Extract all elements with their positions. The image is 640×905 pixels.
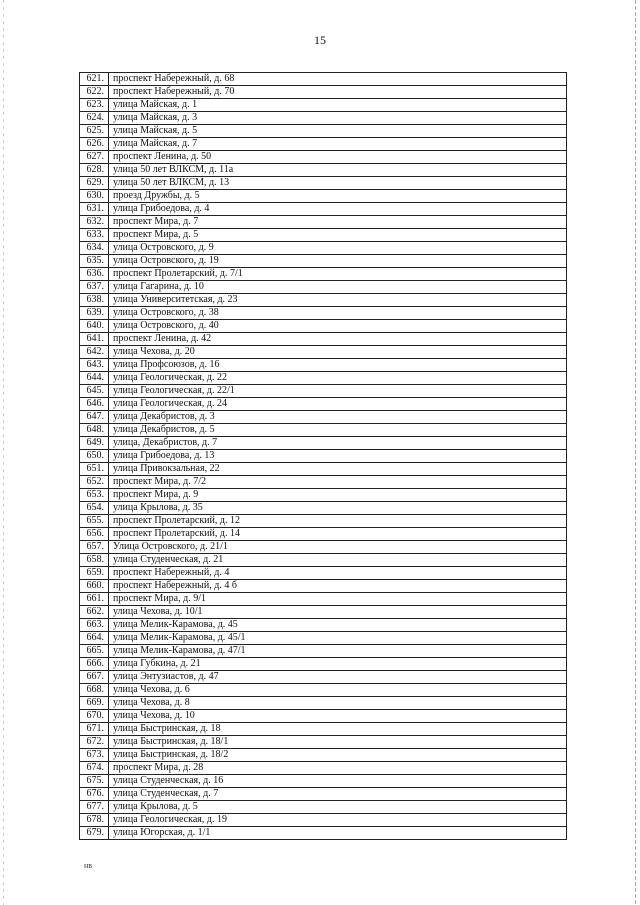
row-number: 671. <box>80 723 109 736</box>
row-number: 639. <box>80 307 109 320</box>
table-row <box>80 541 567 554</box>
row-number: 660. <box>80 580 109 593</box>
row-address: улица Быстринская, д. 18/1 <box>109 736 567 749</box>
row-number: 650. <box>80 450 109 463</box>
row-address: улица Югорская, д. 1/1 <box>109 827 567 840</box>
table-row <box>80 203 567 216</box>
row-address: улица Чехова, д. 10 <box>109 710 567 723</box>
row-number: 624. <box>80 112 109 125</box>
row-address: проспект Мира, д. 28 <box>109 762 567 775</box>
row-number: 636. <box>80 268 109 281</box>
row-address: улица Университетская, д. 23 <box>109 294 567 307</box>
table-row <box>80 86 567 99</box>
table-row <box>80 372 567 385</box>
row-address: улица Крылова, д. 5 <box>109 801 567 814</box>
row-number: 627. <box>80 151 109 164</box>
table-row <box>80 177 567 190</box>
row-number: 651. <box>80 463 109 476</box>
table-row <box>80 580 567 593</box>
table-row <box>80 801 567 814</box>
row-number: 673. <box>80 749 109 762</box>
row-number: 631. <box>80 203 109 216</box>
row-number: 662. <box>80 606 109 619</box>
table-row <box>80 333 567 346</box>
row-address: проспект Мира, д. 9/1 <box>109 593 567 606</box>
table-row <box>80 294 567 307</box>
table-row <box>80 515 567 528</box>
row-address: улица Островского, д. 19 <box>109 255 567 268</box>
row-address: улица 50 лет ВЛКСМ, д. 11а <box>109 164 567 177</box>
table-row <box>80 437 567 450</box>
row-number: 648. <box>80 424 109 437</box>
table-row <box>80 463 567 476</box>
row-number: 628. <box>80 164 109 177</box>
table-row <box>80 775 567 788</box>
row-number: 641. <box>80 333 109 346</box>
row-address: улица Привокзальная, 22 <box>109 463 567 476</box>
row-number: 654. <box>80 502 109 515</box>
row-address: улица Чехова, д. 20 <box>109 346 567 359</box>
table-row <box>80 242 567 255</box>
row-number: 640. <box>80 320 109 333</box>
row-number: 676. <box>80 788 109 801</box>
row-address: проспект Мира, д. 5 <box>109 229 567 242</box>
row-address: проспект Пролетарский, д. 14 <box>109 528 567 541</box>
table-row <box>80 281 567 294</box>
row-address: улица Гагарина, д. 10 <box>109 281 567 294</box>
row-number: 670. <box>80 710 109 723</box>
row-address: улица Быстринская, д. 18/2 <box>109 749 567 762</box>
row-number: 674. <box>80 762 109 775</box>
table-row <box>80 489 567 502</box>
row-number: 638. <box>80 294 109 307</box>
table-row <box>80 593 567 606</box>
table-row <box>80 645 567 658</box>
row-number: 664. <box>80 632 109 645</box>
row-address: проспект Мира, д. 9 <box>109 489 567 502</box>
row-address: улица Студенческая, д. 7 <box>109 788 567 801</box>
row-address: улица Майская, д. 1 <box>109 99 567 112</box>
table-row <box>80 619 567 632</box>
table-row <box>80 346 567 359</box>
table-row <box>80 398 567 411</box>
scan-edge-left <box>3 0 4 905</box>
table-row <box>80 359 567 372</box>
table-row <box>80 476 567 489</box>
row-address: проспект Ленина, д. 42 <box>109 333 567 346</box>
table-row <box>80 151 567 164</box>
row-address: улица Геологическая, д. 24 <box>109 398 567 411</box>
row-address: проспект Ленина, д. 50 <box>109 151 567 164</box>
row-number: 655. <box>80 515 109 528</box>
row-address: улица Майская, д. 5 <box>109 125 567 138</box>
table-row <box>80 229 567 242</box>
row-address: проспект Пролетарский, д. 12 <box>109 515 567 528</box>
row-address: улица Студенческая, д. 21 <box>109 554 567 567</box>
row-number: 621. <box>80 73 109 86</box>
page-number: 15 <box>314 33 326 47</box>
table-row <box>80 788 567 801</box>
table-row <box>80 424 567 437</box>
row-number: 667. <box>80 671 109 684</box>
row-number: 633. <box>80 229 109 242</box>
row-address: улица Чехова, д. 8 <box>109 697 567 710</box>
row-address: улица Островского, д. 9 <box>109 242 567 255</box>
row-address: улица Мелик-Карамова, д. 45/1 <box>109 632 567 645</box>
table-row <box>80 723 567 736</box>
row-number: 626. <box>80 138 109 151</box>
row-address: проезд Дружбы, д. 5 <box>109 190 567 203</box>
row-number: 678. <box>80 814 109 827</box>
row-number: 622. <box>80 86 109 99</box>
row-number: 672. <box>80 736 109 749</box>
row-number: 646. <box>80 398 109 411</box>
table-row <box>80 112 567 125</box>
row-address: улица Геологическая, д. 22 <box>109 372 567 385</box>
table-row <box>80 307 567 320</box>
row-address: Улица Островского, д. 21/1 <box>109 541 567 554</box>
row-address: улица Чехова, д. 10/1 <box>109 606 567 619</box>
row-number: 643. <box>80 359 109 372</box>
table-row <box>80 450 567 463</box>
row-number: 630. <box>80 190 109 203</box>
row-number: 649. <box>80 437 109 450</box>
row-number: 642. <box>80 346 109 359</box>
table-row <box>80 502 567 515</box>
row-address: улица Геологическая, д. 19 <box>109 814 567 827</box>
row-number: 675. <box>80 775 109 788</box>
row-address: улица Энтузиастов, д. 47 <box>109 671 567 684</box>
table-row <box>80 320 567 333</box>
row-number: 632. <box>80 216 109 229</box>
row-address: улица Быстринская, д. 18 <box>109 723 567 736</box>
table-row <box>80 554 567 567</box>
table-row <box>80 216 567 229</box>
row-number: 625. <box>80 125 109 138</box>
table-row <box>80 73 567 86</box>
row-number: 677. <box>80 801 109 814</box>
row-address: улица Чехова, д. 6 <box>109 684 567 697</box>
table-row <box>80 411 567 424</box>
table-row <box>80 632 567 645</box>
row-address: улица Майская, д. 3 <box>109 112 567 125</box>
row-number: 663. <box>80 619 109 632</box>
row-number: 637. <box>80 281 109 294</box>
row-number: 659. <box>80 567 109 580</box>
table-row <box>80 567 567 580</box>
row-number: 656. <box>80 528 109 541</box>
table-row <box>80 749 567 762</box>
row-address: улица Майская, д. 7 <box>109 138 567 151</box>
table-row <box>80 658 567 671</box>
table-row <box>80 736 567 749</box>
row-address: проспект Мира, д. 7 <box>109 216 567 229</box>
table-row <box>80 164 567 177</box>
table-row <box>80 814 567 827</box>
footer-mark: нв <box>84 861 93 870</box>
table-row <box>80 606 567 619</box>
table-row <box>80 684 567 697</box>
table-row <box>80 710 567 723</box>
row-address: улица Мелик-Карамова, д. 47/1 <box>109 645 567 658</box>
scan-edge-right <box>635 0 636 905</box>
row-address: проспект Набережный, д. 4 б <box>109 580 567 593</box>
row-number: 653. <box>80 489 109 502</box>
row-number: 623. <box>80 99 109 112</box>
row-number: 635. <box>80 255 109 268</box>
row-number: 657. <box>80 541 109 554</box>
table-row <box>80 125 567 138</box>
row-number: 644. <box>80 372 109 385</box>
row-number: 679. <box>80 827 109 840</box>
table-row <box>80 385 567 398</box>
row-address: проспект Мира, д. 7/2 <box>109 476 567 489</box>
row-number: 647. <box>80 411 109 424</box>
table-row <box>80 671 567 684</box>
row-address: улица Мелик-Карамова, д. 45 <box>109 619 567 632</box>
row-address: улица Декабристов, д. 5 <box>109 424 567 437</box>
row-address: проспект Набережный, д. 4 <box>109 567 567 580</box>
row-number: 668. <box>80 684 109 697</box>
table-row <box>80 762 567 775</box>
row-address: проспект Набережный, д. 70 <box>109 86 567 99</box>
table-row <box>80 255 567 268</box>
row-address: улица Крылова, д. 35 <box>109 502 567 515</box>
row-address: улица Грибоедова, д. 4 <box>109 203 567 216</box>
table-row <box>80 827 567 840</box>
row-number: 661. <box>80 593 109 606</box>
table-row <box>80 697 567 710</box>
table-row <box>80 138 567 151</box>
row-number: 629. <box>80 177 109 190</box>
row-address: улица Декабристов, д. 3 <box>109 411 567 424</box>
row-address: проспект Пролетарский, д. 7/1 <box>109 268 567 281</box>
row-number: 634. <box>80 242 109 255</box>
row-address: улица, Декабристов, д. 7 <box>109 437 567 450</box>
table-row <box>80 268 567 281</box>
row-address: улица Островского, д. 38 <box>109 307 567 320</box>
address-table <box>79 72 567 840</box>
row-address: улица Профсоюзов, д. 16 <box>109 359 567 372</box>
row-number: 665. <box>80 645 109 658</box>
row-address: улица 50 лет ВЛКСМ, д. 13 <box>109 177 567 190</box>
row-address: улица Грибоедова, д. 13 <box>109 450 567 463</box>
row-number: 652. <box>80 476 109 489</box>
row-address: улица Островского, д. 40 <box>109 320 567 333</box>
row-number: 645. <box>80 385 109 398</box>
row-address: улица Губкина, д. 21 <box>109 658 567 671</box>
row-address: проспект Набережный, д. 68 <box>109 73 567 86</box>
row-address: улица Студенческая, д. 16 <box>109 775 567 788</box>
table-row <box>80 190 567 203</box>
row-number: 669. <box>80 697 109 710</box>
row-number: 666. <box>80 658 109 671</box>
address-table-body <box>80 73 567 840</box>
table-row <box>80 528 567 541</box>
row-address: улица Геологическая, д. 22/1 <box>109 385 567 398</box>
row-number: 658. <box>80 554 109 567</box>
table-row <box>80 99 567 112</box>
